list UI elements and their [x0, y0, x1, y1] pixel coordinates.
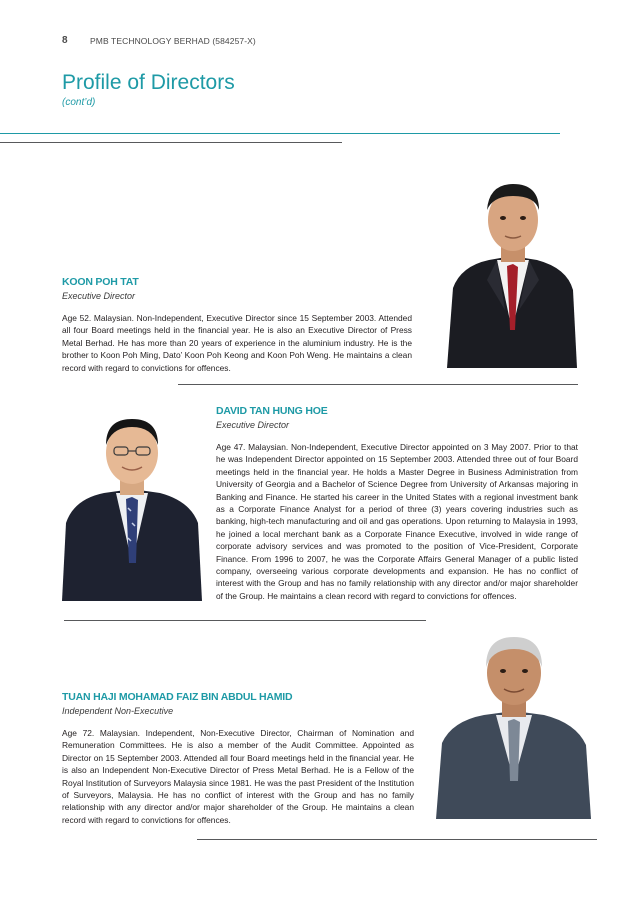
director-bio: Age 52. Malaysian. Non-Independent, Executive Director since 15 September 2003. Attended all four Board meetings held in the financial year. He is also an Executive Director of Press Metal Berhad. He has more than 20 years of experience in the aluminium industry. He is the brother to Koon Poh Ming, Dato’ Koon Poh Keong and Koon Poh Weng. He maintains a clean record with regard to convictions for offences.: [62, 313, 412, 373]
director-name: DAVID TAN HUNG HOE: [216, 405, 328, 417]
section-rule: [64, 620, 426, 621]
director-photo-david-tan-hung-hoe: [62, 413, 202, 601]
section-rule: [197, 839, 597, 840]
director-photo-mohamad-faiz: [436, 631, 591, 819]
director-photo-koon-poh-tat: [447, 180, 577, 368]
page-number: 8: [62, 35, 68, 46]
director-role: Executive Director: [62, 291, 136, 301]
title-rule-long: [0, 133, 560, 134]
title-rule-short: [0, 142, 342, 143]
company-header: PMB TECHNOLOGY BERHAD (584257-X): [90, 36, 256, 46]
director-bio: Age 47. Malaysian. Non-Independent, Executive Director appointed on 3 May 2007. Prior to that he was Independent Director appointed on 15 September 2003. Attended three out of four Board meetings held in the financial year. He holds a Master Degree in Business Administration from University of Georgia and a Bachelor of Science Degree from University of Arkansas majoring in Banking and Finance. He started his career in the United States with a regional investment bank as a Corporate Finance Analyst for a period of three (3) years covering industries such as banking, high-tech manufacturing and oil and gas operations. Upon returning to Malaysia in 1993, he joined a local merchant bank as a Corporate Finance Executive, involved in wide range of corporate advisory services and was promoted to the position of Vice-President, Corporate Finance. From 1996 to 2007, he was the Corporate Affairs General Manager of a public listed company, overseeing various corporate developments and expansion. He has no conflict of interest with the Group and has no family relationship with any director and/or major shareholder of the Group. He maintains a clean record with regard to convictions for offences.: [216, 442, 578, 601]
director-bio: Age 72. Malaysian. Independent, Non-Executive Director, Chairman of Nomination and Remuneration Committees. He is also a member of the Audit Committee. Appointed as Director on 15 September 2003. Attended all four Board meetings held in the financial year. He is also an Independent Non-Executive Director of Press Metal Berhad. He is a Fellow of the Royal Institution of Surveyors Malaysia since 1981. He was the past President of the Institution of Surveyors, Malaysia. He has no conflict of interest with the Group and has no family relationship with any director and/or major shareholder of the Group. He maintains a clean record with regard to convictions for offences.: [62, 728, 414, 825]
page-title: Profile of Directors: [62, 71, 235, 94]
director-name: KOON POH TAT: [62, 276, 139, 288]
director-name: TUAN HAJI MOHAMAD FAIZ BIN ABDUL HAMID: [62, 691, 293, 703]
director-role: Independent Non-Executive: [62, 706, 174, 716]
page-subtitle: (cont’d): [62, 97, 96, 108]
section-rule: [178, 384, 578, 385]
director-role: Executive Director: [216, 420, 290, 430]
